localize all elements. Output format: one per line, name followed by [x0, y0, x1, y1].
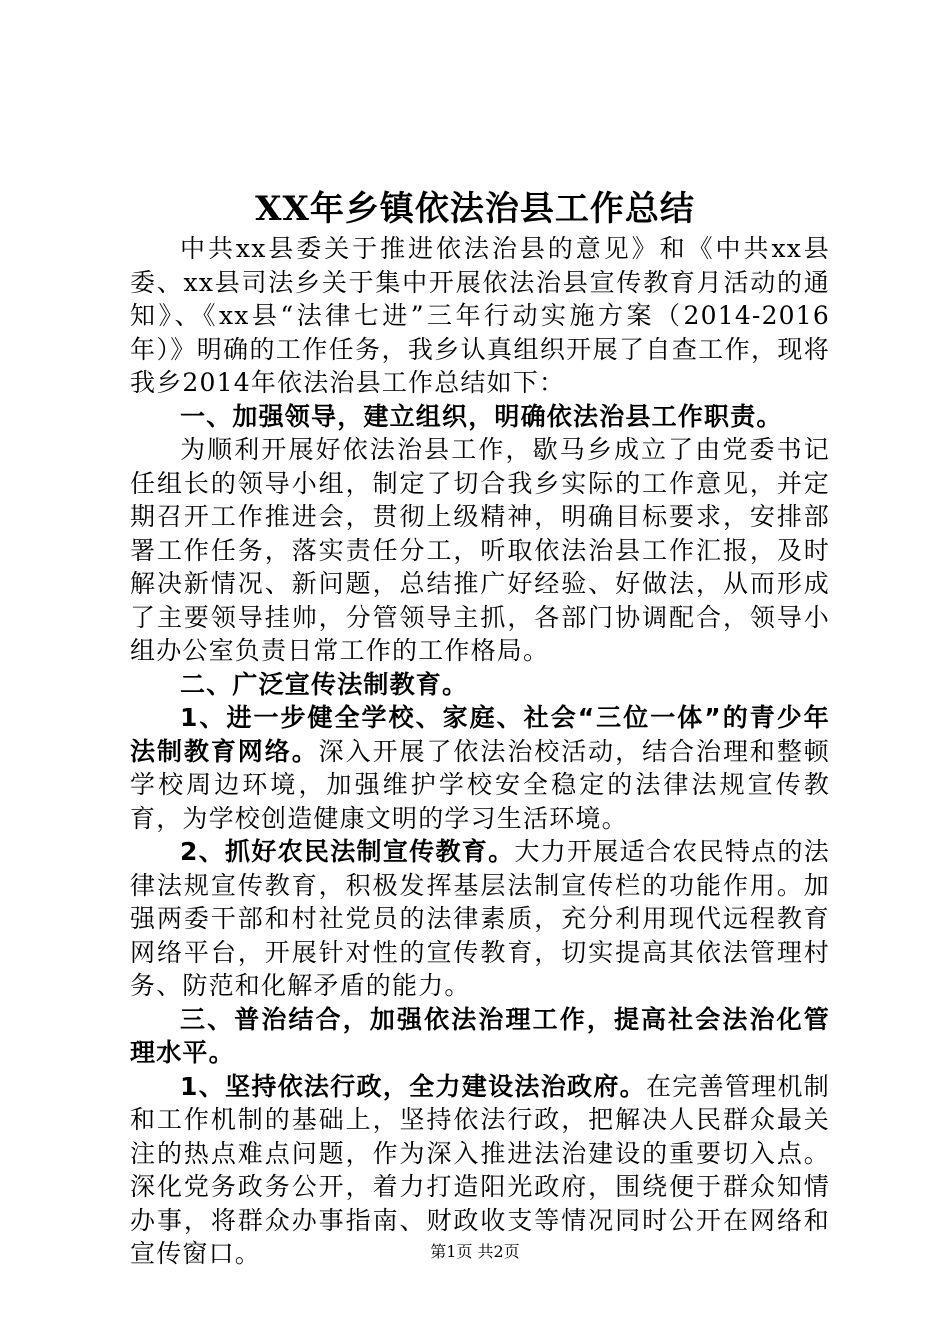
section-2-item-2-lead: 2、抓好农民法制宣传教育。 [180, 837, 515, 866]
section-2-item-1-body: 深入开展了依法治校活动，结合治理和整顿学校周边环境，加强维护学校安全稳定的法律法规宣传教育，为学校创造健康文明的学习生活环境。 [130, 736, 830, 833]
intro-paragraph: 中共xx县委关于推进依法治县的意见》和《中共xx县委、xx县司法乡关于集中开展依法治县宣传教育月活动的通知》、《xx县“法律七进”三年行动实施方案（2014-2016年）》明确的工作任务，我乡认真组织开展了自查工作，现将我乡2014年依法治县工作总结如下： [130, 234, 830, 397]
document-body [130, 232, 830, 1271]
section-2-heading: 二、广泛宣传法制教育。 [180, 669, 469, 699]
section-2-item-1-lead: 1、进一步健全学校、家庭、社会“三位一体”的青少年法制教育网络。 [130, 703, 830, 766]
section-2-item-1 [130, 701, 830, 835]
section-3-item-1-lead: 1、坚持依法行政，全力建设法治政府。 [180, 1071, 646, 1101]
document-title: XX年乡镇依法治县工作总结 [255, 189, 695, 229]
section-3-heading: 三、普治结合，加强依法治理工作，提高社会法治化管理水平。 [130, 1004, 830, 1067]
section-3-item-1-body: 在完善管理机制和工作机制的基础上，坚持依法行政，把解决人民群众最关注的热点难点问题，作为深入推进法治建设的重要切入点。深化党务政务公开，着力打造阳光政府，围绕便于群众知情办事，将群众办事指南、财政收支等情况同时公开在网络和宣传窗口。 [130, 1071, 831, 1268]
section-2-item-2-body: 大力开展适合农民特点的法律法规宣传教育，积极发挥基层法制宣传栏的功能作用。加强两委干部和村社党员的法律素质，充分利用现代远程教育网络平台，开展针对性的宣传教育，切实提高其依法管理村务、防范和化解矛盾的能力。 [130, 837, 830, 1000]
section-1-heading: 一、加强领导，建立组织，明确依法治县工作职责。 [180, 401, 783, 431]
section-1-paragraph: 为顺利开展好依法治县工作，歇马乡成立了由党委书记任组长的领导小组，制定了切合我乡实际的工作意见，并定期召开工作推进会，贯彻上级精神，明确目标要求，安排部署工作任务，落实责任分工，听取依法治县工作汇报，及时解决新情况、新问题，总结推广好经验、好做法，从而形成了主要领导挂帅，分管领导主抓，各部门协调配合，领导小组办公室负责日常工作的工作格局。 [130, 435, 830, 665]
page-footer: 第1页 共2页 [430, 1242, 520, 1261]
section-2-item-2 [130, 835, 830, 1003]
